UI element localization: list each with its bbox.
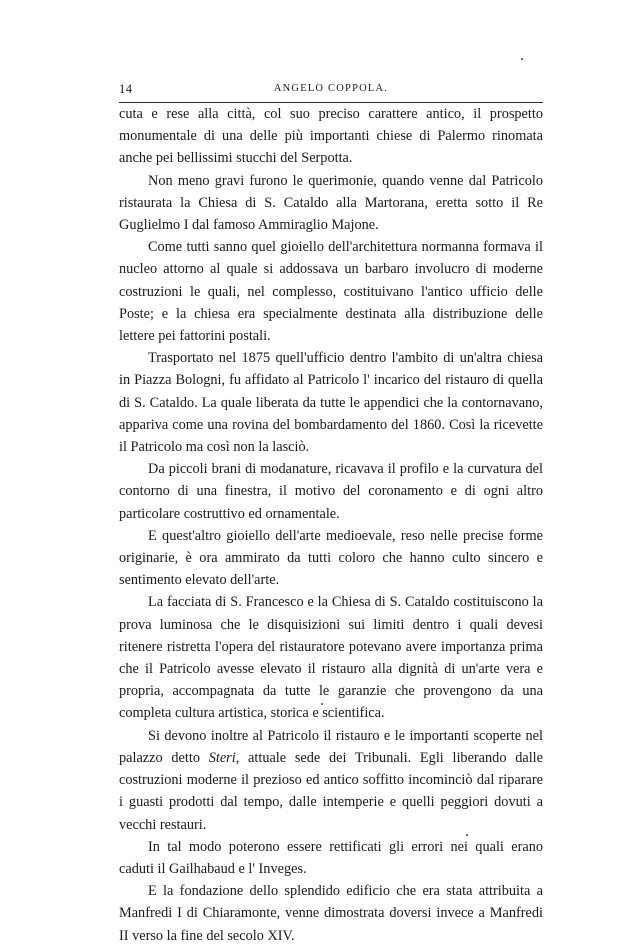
paragraph-text: Si devono inoltre al Patricolo il ristauro e le importanti scoperte nel palazzo detto [119, 727, 543, 766]
paragraph: Trasportato nel 1875 quell'ufficio dentro l'ambito di un'altra chiesa in Piazza Bologni, fu affidato al Patricolo l' incarico del ristauro di quella di S. Cataldo. La quale liberata da tutte le appendici che la contornavano, appariva come una rovina del bombardamento del 1860. Così la ricevette il Patricolo ma così non la lasciò. [119, 350, 543, 456]
page-number: 14 [119, 82, 133, 96]
paper-speck [466, 834, 468, 836]
page-header [119, 82, 543, 100]
paragraph: In tal modo poterono essere rettificati gli errori nei quali erano caduti il Gailhabaud e l' Inveges. [119, 838, 543, 877]
paper-speck [321, 703, 323, 705]
running-title: ANGELO COPPOLA. [273, 83, 389, 94]
paragraph-text: , attuale sede dei Tribunali. Egli liberando dalle costruzioni moderne il prezioso ed antico soffitto incominciò dal riparare i guasti prodotti dal tempo, dalle intemperie e quelli peggiori dovuti a vecchi restauri. [119, 749, 543, 833]
paragraph: E la fondazione dello splendido edificio che era stata attribuita a Manfredi I di Chiaramonte, venne dimostrata doversi invece a Manfredi II verso la fine del secolo XIV. [119, 883, 543, 944]
paragraph: Da piccoli brani di modanature, ricavava il profilo e la curvatura del contorno di una finestra, il motivo del coronamento e di ogni altro particolare costruttivo ed ornamentale. [119, 461, 543, 522]
paragraph: La facciata di S. Francesco e la Chiesa di S. Cataldo costituiscono la prova luminosa che le disquisizioni sui limiti dentro i quali devesi ritenere ristretta l'opera del ristauratore potevano avere importanza prima che il Patricolo avesse elevato il ristauro alla dignità di un'arte vera e propria, accompagnata da tutte le garanzie che provengono da una completa cultura artistica, storica e scientifica. [119, 594, 543, 722]
paragraph: E quest'altro gioiello dell'arte medioevale, reso nelle precise forme originarie, è ora ammirato da tutti coloro che hanno culto sincero e sentimento elevato dell'arte. [119, 527, 543, 589]
italic-term: Steri [208, 749, 236, 766]
body-text [119, 103, 543, 947]
paper-speck [521, 58, 523, 60]
paragraph: cuta e rese alla città, col suo preciso carattere antico, il prospetto monumentale di una delle più importanti chiese di Palermo rinomata anche pei bellissimi stucchi del Serpotta. [119, 106, 543, 167]
paragraph [119, 725, 543, 836]
paragraph: Come tutti sanno quel gioiello dell'architettura normanna formava il nucleo attorno al quale si addossava un barbaro involucro di moderne costruzioni le quali, nel complesso, costituivano l'antico ufficio delle Poste; e la chiesa era specialmente destinata alla distribuzione delle lettere pei fattorini postali. [119, 239, 543, 345]
paragraph: Non meno gravi furono le querimonie, quando venne dal Patricolo ristaurata la Chiesa di S. Cataldo alla Martorana, eretta sotto il Re Guglielmo I dal famoso Ammiraglio Majone. [119, 172, 543, 234]
